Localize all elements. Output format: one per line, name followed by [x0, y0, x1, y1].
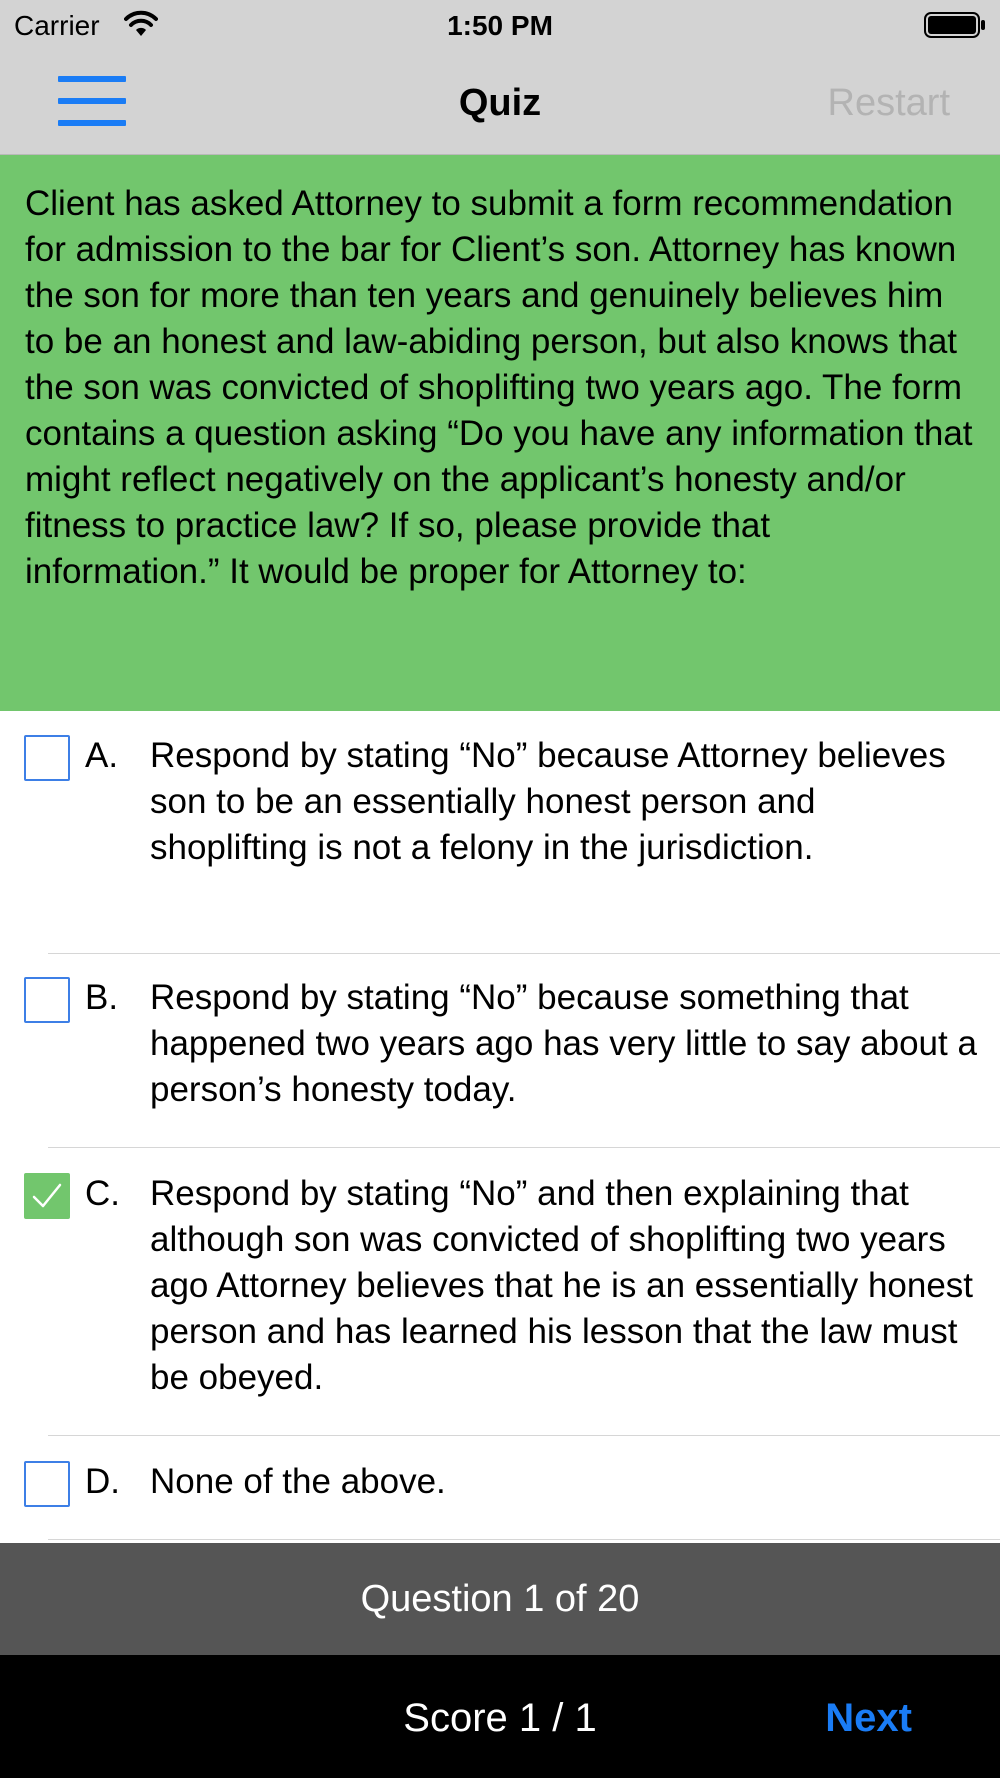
score-label: Score 1 / 1 — [403, 1696, 597, 1740]
restart-button[interactable]: Restart — [827, 82, 950, 124]
answer-letter: A. — [85, 736, 119, 775]
separator — [48, 1147, 1000, 1148]
carrier-label: Carrier — [14, 10, 100, 41]
answer-letter: D. — [85, 1462, 120, 1501]
answer-letter: C. — [85, 1174, 120, 1213]
page-title: Quiz — [458, 82, 542, 124]
answer-option-d[interactable] — [0, 1459, 1000, 1539]
question-panel — [0, 155, 1000, 711]
question-counter: Question 1 of 20 — [0, 1543, 1000, 1655]
answer-text: None of the above. — [150, 1462, 446, 1501]
answer-text: Respond by stating “No” and then explaining that although son was convicted of shoplifting two years ago Attorney believes that he is an essentially honest person and has learned his lesson that the law must be obeyed. — [150, 1174, 974, 1397]
checkbox[interactable] — [24, 1461, 70, 1507]
checkmark-icon — [32, 1182, 62, 1210]
status-bar — [0, 0, 1000, 52]
answer-option-c[interactable] — [0, 1171, 1000, 1435]
status-time: 1:50 PM — [447, 10, 553, 41]
navigation-bar — [0, 52, 1000, 155]
separator — [48, 953, 1000, 954]
answer-option-b[interactable] — [0, 975, 1000, 1147]
checkbox[interactable] — [24, 977, 70, 1023]
separator — [48, 1435, 1000, 1436]
question-text: Client has asked Attorney to submit a form recommendation for admission to the bar for Client’s son. Attorney has known the son for more than ten years and genuinely believes him to be an honest and law-abiding person, but also knows that the son was convicted of shoplifting two years ago. The form contains a question asking “Do you have any information that might reflect negatively on the applicant’s honesty and/or fitness to practice law? If so, please provide that information.” It would be proper for Attorney to: — [25, 184, 973, 591]
checkbox[interactable] — [24, 735, 70, 781]
separator — [48, 1539, 1000, 1540]
checkbox-checked[interactable] — [24, 1173, 70, 1219]
bottom-toolbar — [0, 1655, 1000, 1778]
answer-option-a[interactable] — [0, 733, 1000, 953]
next-button[interactable]: Next — [825, 1696, 912, 1740]
answer-text: Respond by stating “No” because something that happened two years ago has very little to say about a person’s honesty today. — [150, 978, 977, 1109]
answer-text: Respond by stating “No” because Attorney believes son to be an essentially honest person and shoplifting is not a felony in the jurisdiction. — [150, 736, 946, 867]
battery-full-icon — [924, 12, 986, 38]
answer-letter: B. — [85, 978, 119, 1017]
